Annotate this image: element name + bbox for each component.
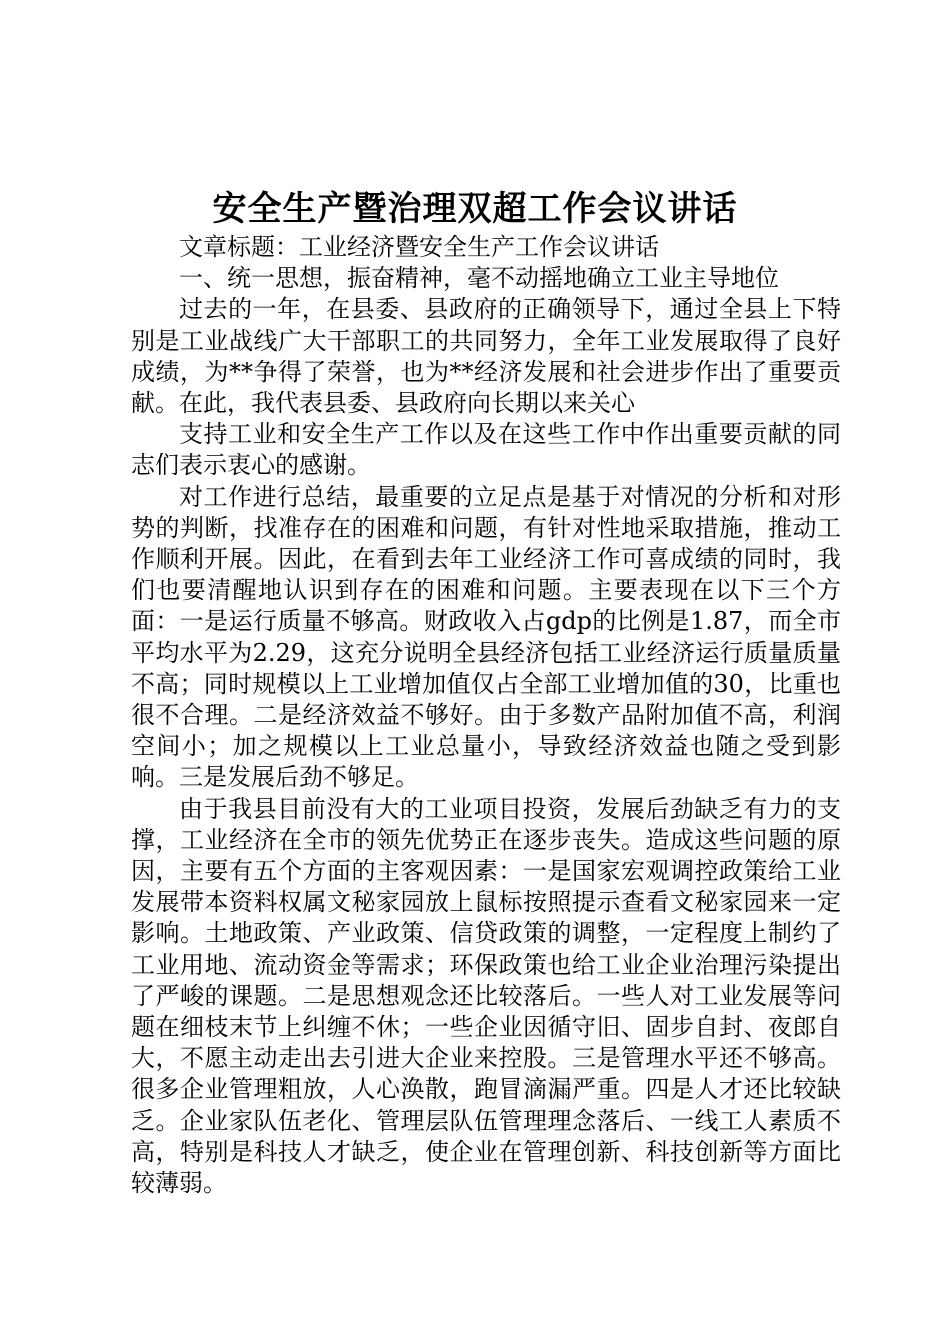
paragraph: 由于我县目前没有大的工业项目投资，发展后劲缺乏有力的支撑，工业经济在全市的领先优势正在逐步丧失。造成这些问题的原因，主要有五个方面的主客观因素：一是国家宏观调控政策给工业发展带本资料权属文秘家园放上鼠标按照提示查看文秘家园来一定影响。土地政策、产业政策、信贷政策的调整，一定程度上制约了工业用地、流动资金等需求；环保政策也给工业企业治理污染提出了严峻的课题。二是思想观念还比较落后。一些人对工业发展等问题在细枝末节上纠缠不休；一些企业因循守旧、固步自封、夜郎自大，不愿主动走出去引进大企业来控股。三是管理水平还不够高。很多企业管理粗放，人心涣散，跑冒滴漏严重。四是人才还比较缺乏。企业家队伍老化、管理层队伍管理理念落后、一线工人素质不高，特别是科技人才缺乏，使企业在管理创新、科技创新等方面比较薄弱。 [131, 794, 841, 1198]
paragraph: 过去的一年，在县委、县政府的正确领导下，通过全县上下特别是工业战线广大干部职工的共同努力，全年工业发展取得了良好成绩，为**争得了荣誉，也为**经济发展和社会进步作出了重要贡献。在此，我代表县委、县政府向长期以来关心 [131, 295, 841, 418]
paragraph: 支持工业和安全生产工作以及在这些工作中作出重要贡献的同志们表示衷心的感谢。 [131, 420, 841, 480]
paragraph: 对工作进行总结，最重要的立足点是基于对情况的分析和对形势的判断，找准存在的困难和问题，有针对性地采取措施，推动工作顺利开展。因此，在看到去年工业经济工作可喜成绩的同时，我们也要清醒地认识到存在的困难和问题。主要表现在以下三个方面：一是运行质量不够高。财政收入占gdp的比例是1.87，而全市平均水平为2.29，这充分说明全县经济包括工业经济运行质量质量不高；同时规模以上工业增加值仅占全部工业增加值的30，比重也很不合理。二是经济效益不够好。由于多数产品附加值不高，利润空间小；加之规模以上工业总量小，导致经济效益也随之受到影响。三是发展后劲不够足。 [131, 482, 841, 792]
paragraph-section-heading: 一、统一思想，振奋精神，毫不动摇地确立工业主导地位 [179, 264, 779, 293]
document-body [131, 232, 841, 1199]
paragraph-article-title: 文章标题：工业经济暨安全生产工作会议讲话 [179, 233, 659, 261]
document-title: 安全生产暨治理双超工作会议讲话 [212, 189, 738, 229]
